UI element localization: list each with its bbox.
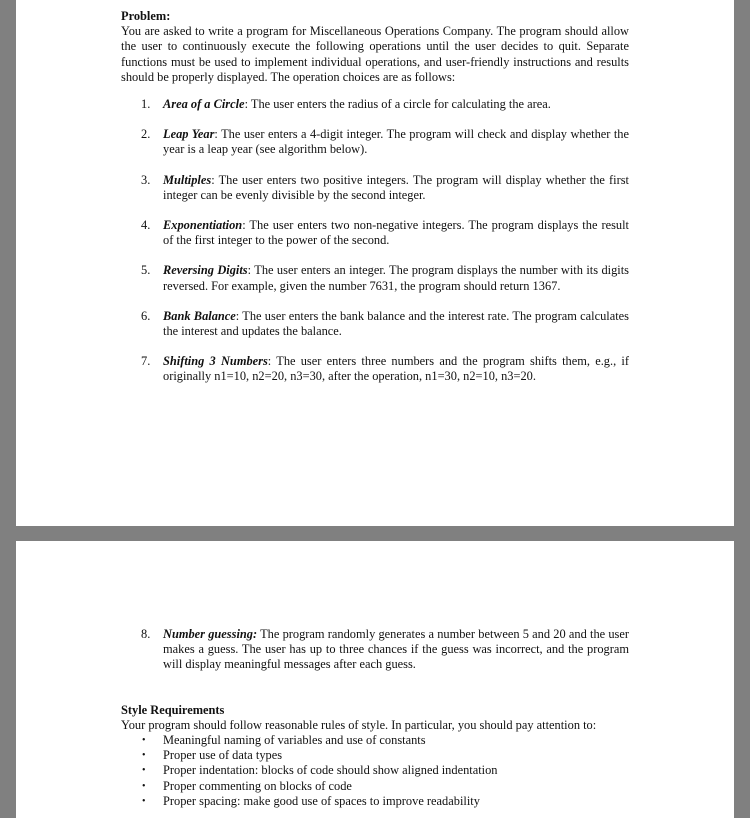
operation-number: 5. bbox=[141, 263, 151, 278]
bullet-icon: • bbox=[142, 765, 146, 777]
style-item bbox=[121, 779, 629, 794]
operation-description: : The user enters two positive integers. The program will display whether the first integer can be evenly divisible by the second integer. bbox=[163, 172, 629, 202]
style-requirements-list bbox=[121, 733, 629, 809]
style-item-text: Meaningful naming of variables and use of constants bbox=[163, 733, 426, 748]
operation-description: The program randomly generates a number between 5 and 20 and the user makes a guess. The user has up to three chances if the guess was incorrect, and the program will display meaningful messages after each guess. bbox=[163, 627, 630, 672]
operation-term: Exponentiation bbox=[163, 218, 243, 233]
operation-description: : The user enters the bank balance and the interest rate. The program calculates the interest and updates the balance. bbox=[163, 308, 629, 339]
style-requirements-intro: Your program should follow reasonable rules of style. In particular, you should pay attention to: bbox=[121, 717, 597, 732]
bullet-icon: • bbox=[142, 780, 146, 792]
operation-term: Number guessing: bbox=[163, 627, 258, 641]
bullet-icon: • bbox=[142, 795, 146, 807]
style-item-text: Proper commenting on blocks of code bbox=[163, 778, 352, 793]
operation-description: : The user enters two non-negative integers. The program displays the result of the first integer to the power of the second. bbox=[163, 218, 629, 248]
style-requirements-heading: Style Requirements bbox=[121, 702, 225, 717]
operations-list bbox=[121, 97, 629, 385]
operation-term: Area of a Circle bbox=[163, 97, 245, 112]
style-item-text: Proper use of data types bbox=[163, 748, 283, 763]
problem-heading: Problem: bbox=[121, 9, 171, 23]
operation-item-8 bbox=[121, 627, 629, 673]
operation-number: 2. bbox=[141, 127, 151, 142]
operation-term: Shifting 3 Numbers bbox=[163, 354, 268, 369]
page-2-content bbox=[121, 627, 629, 809]
operation-item-3 bbox=[121, 173, 629, 203]
problem-intro: You are asked to write a program for Miscellaneous Operations Company. The program should allow the user to continuously execute the following operations until the user decides to quit. Separate functions must be used to implement individual operations, and user-friendly instructions and results should be properly displayed. The operation choices are as follows: bbox=[121, 24, 629, 84]
style-item-text: Proper spacing: make good use of spaces to improve readability bbox=[163, 793, 480, 808]
page-1-content bbox=[121, 9, 629, 400]
operations-list-continued bbox=[121, 627, 629, 673]
operation-number: 6. bbox=[141, 308, 151, 323]
operation-item-7 bbox=[121, 354, 629, 384]
operation-item-2 bbox=[121, 127, 629, 157]
document-page-2 bbox=[16, 541, 734, 818]
document-page-1 bbox=[16, 0, 734, 526]
operation-number: 8. bbox=[141, 627, 151, 641]
operation-item-5 bbox=[121, 263, 629, 293]
bullet-icon: • bbox=[142, 750, 146, 762]
operation-number: 4. bbox=[141, 218, 151, 233]
style-item bbox=[121, 763, 629, 778]
operation-term: Reversing Digits bbox=[163, 263, 248, 278]
operation-term: Leap Year bbox=[163, 127, 215, 142]
style-item bbox=[121, 733, 629, 748]
operation-description: : The user enters the radius of a circle for calculating the area. bbox=[244, 97, 551, 112]
operation-number: 7. bbox=[141, 354, 151, 369]
operation-number: 3. bbox=[141, 172, 151, 187]
operation-item-6 bbox=[121, 309, 629, 339]
style-item bbox=[121, 794, 629, 809]
operation-description: : The user enters three numbers and the program shifts them, e.g., if originally n1=10, n2=20, n3=30, after the operation, n1=30, n2=10, n3=20. bbox=[163, 354, 629, 384]
operation-item-4 bbox=[121, 218, 629, 248]
style-item-text: Proper indentation: blocks of code should show aligned indentation bbox=[163, 763, 498, 778]
operation-number: 1. bbox=[141, 97, 151, 112]
operation-description: : The user enters an integer. The program displays the number with its digits reversed. For example, given the number 7631, the program should return 1367. bbox=[163, 263, 629, 293]
operation-description: : The user enters a 4-digit integer. The program will check and display whether the year is a leap year (see algorithm below). bbox=[163, 127, 629, 157]
operation-item-1 bbox=[121, 97, 629, 112]
operation-term: Bank Balance bbox=[163, 308, 236, 323]
operation-term: Multiples bbox=[163, 172, 212, 187]
bullet-icon: • bbox=[142, 735, 146, 747]
style-item bbox=[121, 748, 629, 763]
